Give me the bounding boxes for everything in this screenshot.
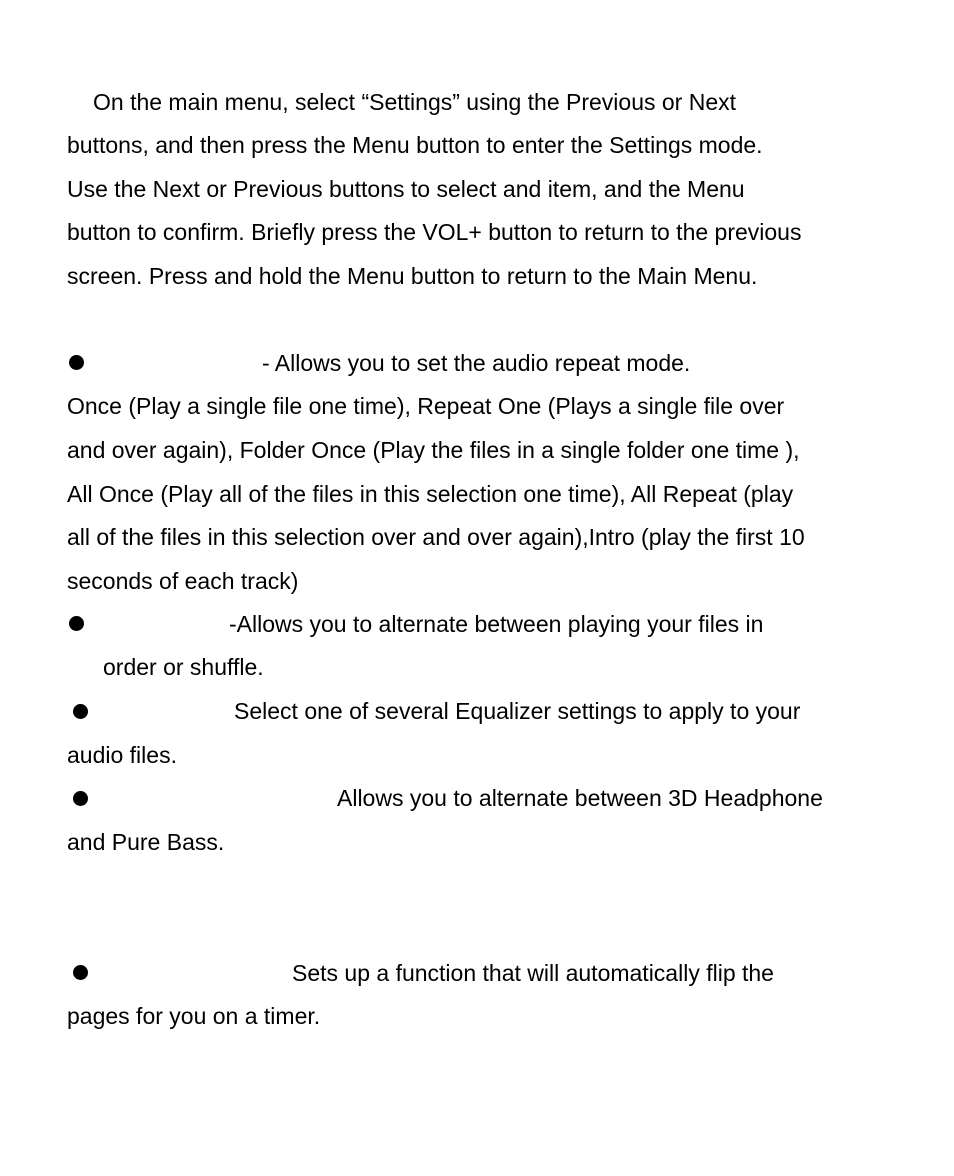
item-continuation: and over again), Folder Once (Play the files in a single folder one time ),	[67, 437, 800, 463]
item-continuation: all of the files in this selection over and over again),Intro (play the first 10	[67, 524, 805, 550]
item-continuation: All Once (Play all of the files in this selection one time), All Repeat (play	[67, 481, 794, 507]
bullet-icon	[69, 616, 84, 631]
intro-line: button to confirm. Briefly press the VOL+ button to return to the previous	[67, 219, 802, 245]
intro-line: buttons, and then press the Menu button to enter the Settings mode.	[67, 132, 763, 158]
item-continuation: audio files.	[67, 742, 177, 768]
bullet-icon	[73, 965, 88, 980]
item-description: - Allows you to set the audio repeat mode.	[262, 350, 691, 376]
item-description: -Allows you to alternate between playing your files in	[229, 611, 764, 637]
bullet-icon	[73, 791, 88, 806]
item-continuation: and Pure Bass.	[67, 829, 225, 855]
bullet-icon	[69, 355, 84, 370]
intro-line: Use the Next or Previous buttons to select and item, and the Menu	[67, 176, 745, 202]
item-continuation: pages for you on a timer.	[67, 1003, 321, 1029]
item-continuation: seconds of each track)	[67, 568, 299, 594]
intro-line: screen. Press and hold the Menu button to return to the Main Menu.	[67, 263, 758, 289]
item-description: Allows you to alternate between 3D Headphone	[337, 785, 823, 811]
item-description: Select one of several Equalizer settings to apply to your	[234, 698, 801, 724]
item-continuation: order or shuffle.	[103, 654, 264, 680]
item-description: Sets up a function that will automatically flip the	[292, 960, 774, 986]
bullet-icon	[73, 704, 88, 719]
item-continuation: Once (Play a single file one time), Repeat One (Plays a single file over	[67, 393, 785, 419]
intro-line: On the main menu, select “Settings” using the Previous or Next	[93, 89, 737, 115]
